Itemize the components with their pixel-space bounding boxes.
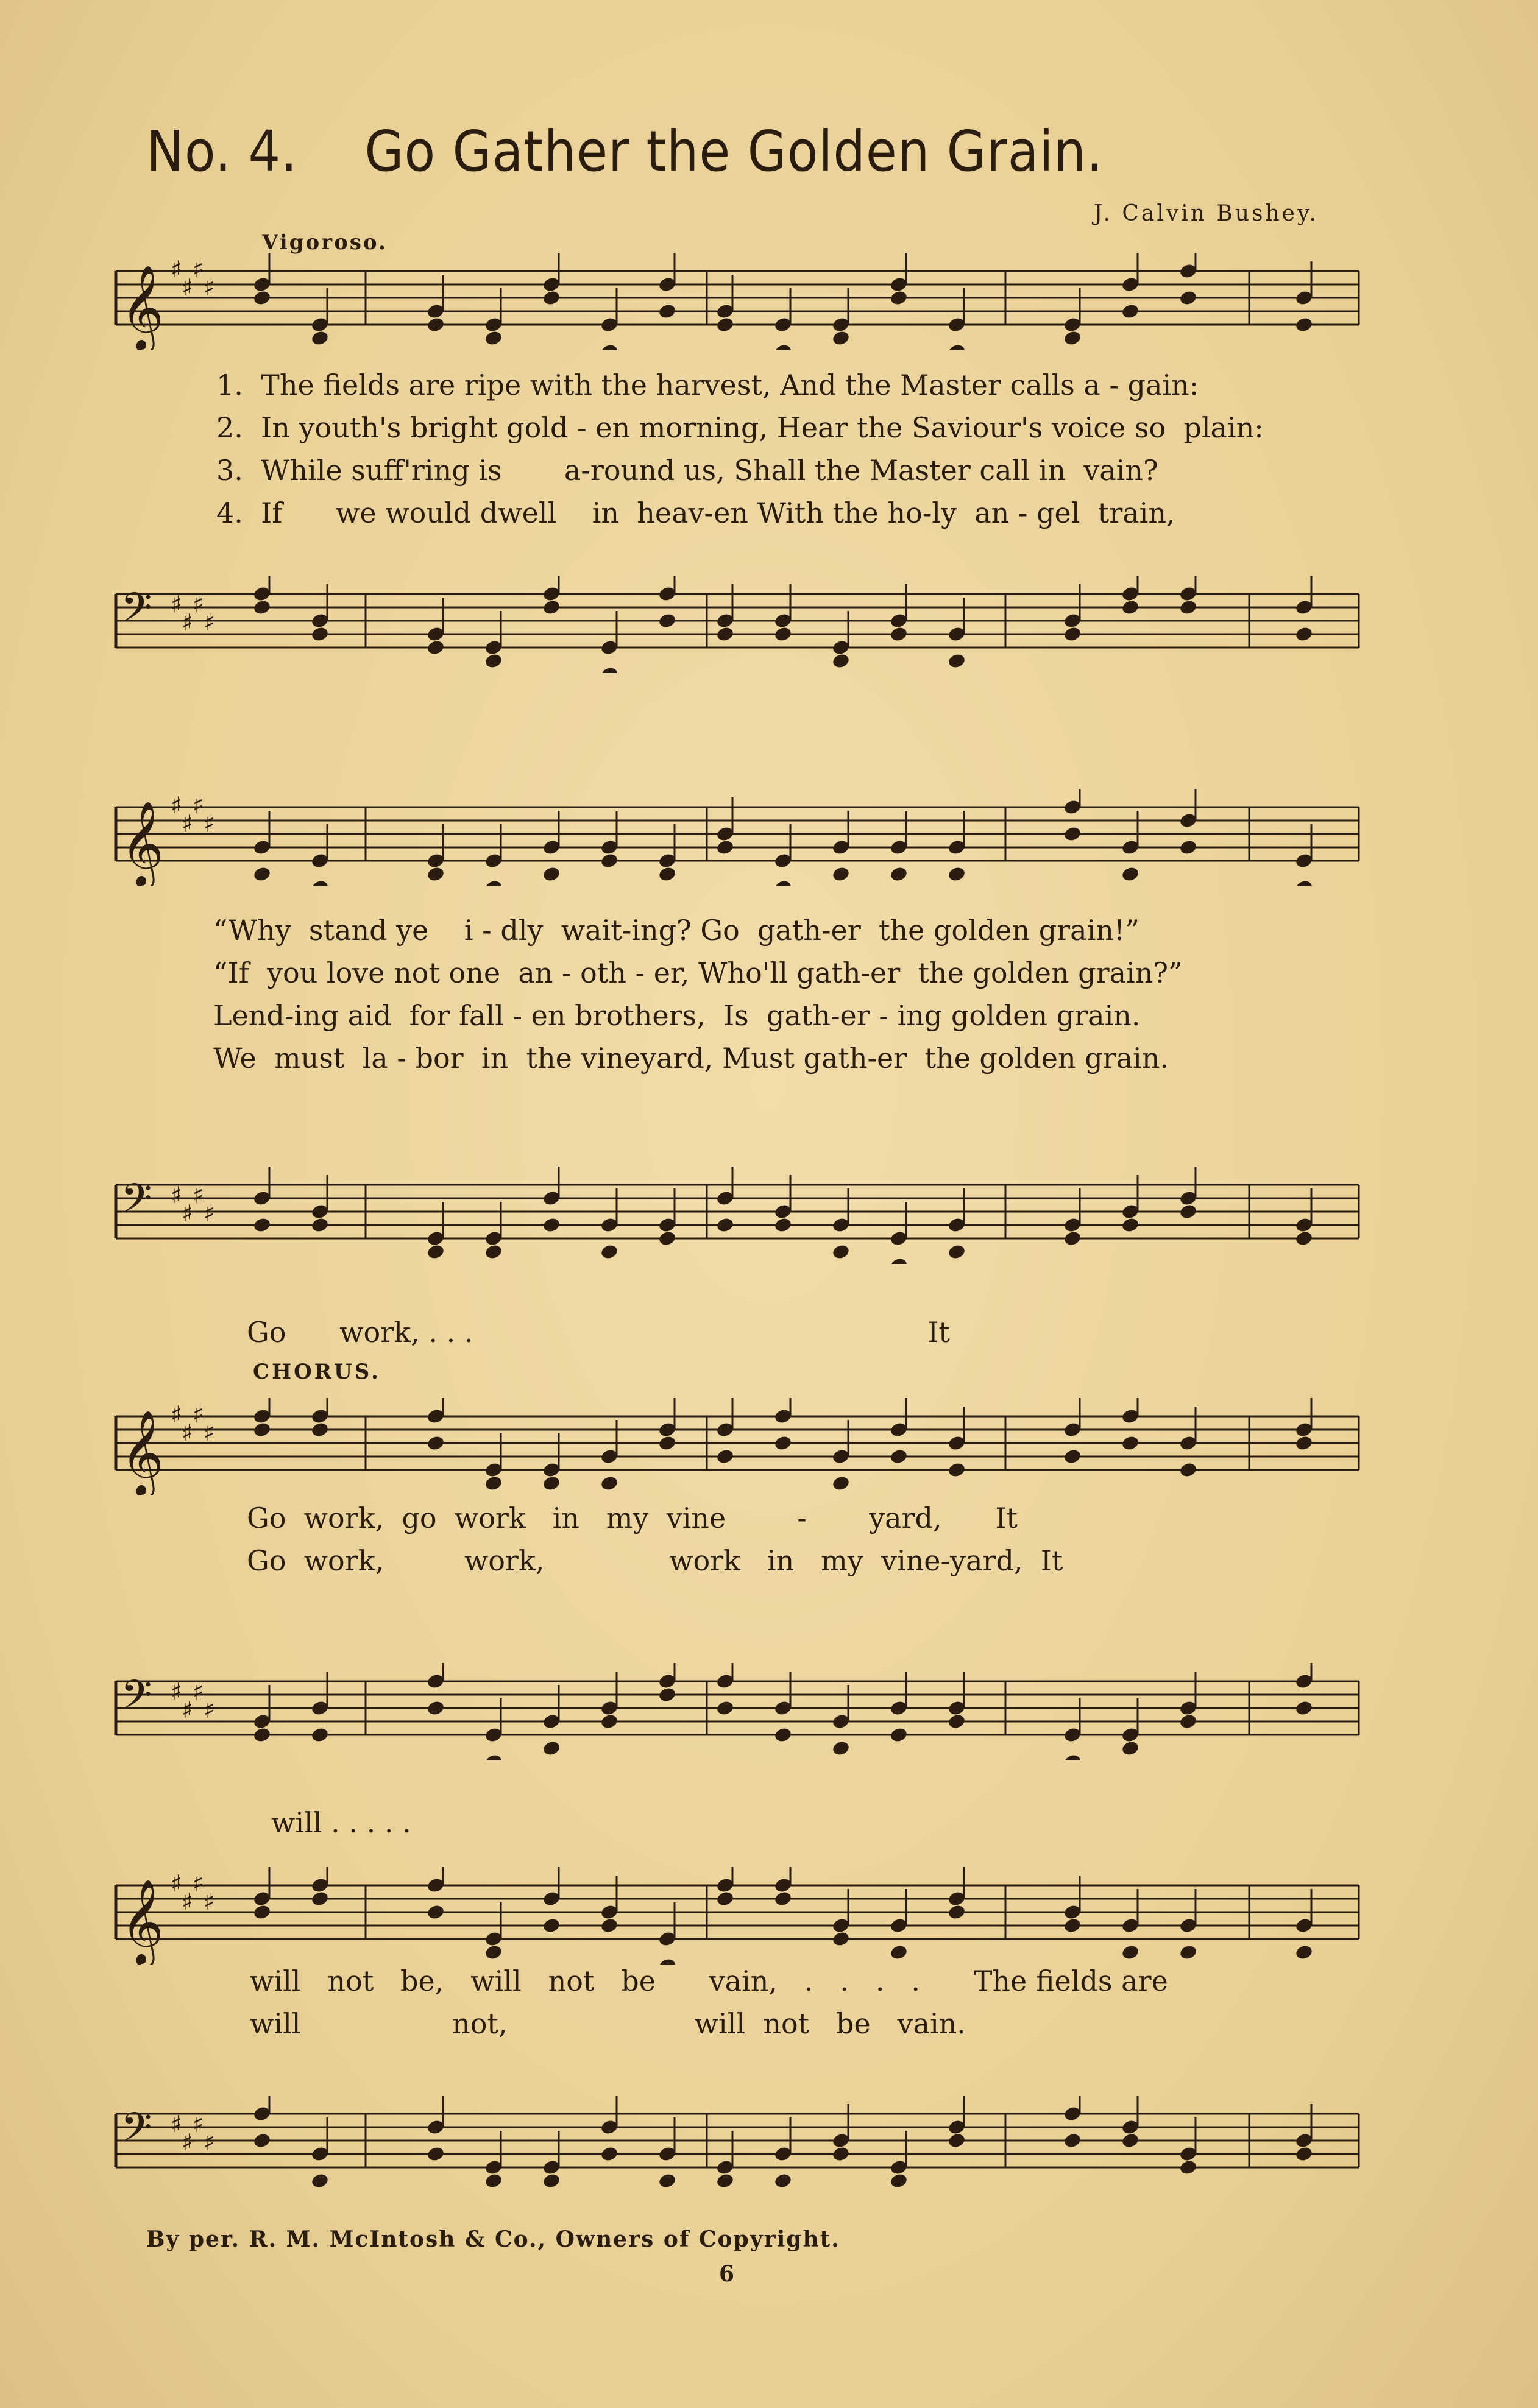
notehead (426, 1700, 445, 1717)
bass-clef-icon: 𝄢 (121, 584, 152, 641)
notehead (252, 289, 271, 306)
notehead (484, 879, 503, 886)
verse-2-line-2: “If you love not one an - oth - er, Who'll gath-er the golden grain?” (213, 956, 1183, 989)
notehead (600, 2145, 618, 2163)
bass-staff-system-1 (104, 576, 1371, 649)
bass-staff-system-2 (104, 1167, 1371, 1240)
notehead (484, 1243, 503, 1260)
notehead (1121, 2132, 1139, 2149)
notehead (889, 1448, 908, 1465)
notehead (1121, 866, 1139, 883)
notehead (947, 2132, 966, 2149)
notehead (1178, 599, 1197, 616)
notehead (947, 343, 966, 350)
notehead (310, 2172, 329, 2189)
notehead (1294, 1700, 1313, 1717)
chorus-upper-lyric-1: Go work, . . . It (247, 1316, 950, 1349)
sharp-icon: ♯ (204, 1888, 215, 1915)
bass-clef-icon: 𝄢 (121, 2104, 152, 2161)
notehead (542, 1740, 561, 1757)
notehead (542, 866, 561, 883)
notehead (484, 1475, 503, 1492)
notehead (600, 1713, 618, 1730)
notehead (484, 330, 503, 347)
notehead (715, 626, 734, 643)
sharp-icon: ♯ (193, 256, 204, 283)
notehead (1063, 825, 1082, 842)
sharp-icon: ♯ (193, 1678, 204, 1705)
sharp-icon: ♯ (171, 792, 182, 819)
notehead (1178, 289, 1197, 306)
notehead (542, 289, 561, 306)
notehead (1178, 2159, 1197, 2176)
notehead (831, 1740, 850, 1757)
treble-staff-system-2 (104, 789, 1371, 886)
verse-1-line-2: “Why stand ye i - dly wait-ing? Go gath-er the golden grain!” (213, 914, 1139, 947)
sharp-icon: ♯ (182, 274, 193, 301)
notehead (773, 879, 792, 886)
notehead (1063, 2132, 1082, 2149)
notehead (1063, 626, 1082, 643)
sharp-icon: ♯ (171, 256, 182, 283)
sharp-icon: ♯ (193, 2111, 204, 2138)
notehead (1063, 1917, 1082, 1934)
hymn-number: No. 4. (146, 119, 298, 184)
treble-clef-icon: 𝄞 (121, 265, 164, 350)
notehead (1121, 1435, 1139, 1452)
sharp-icon: ♯ (204, 1200, 215, 1227)
notehead (426, 1904, 445, 1921)
notehead (1121, 1944, 1139, 1961)
notehead (484, 2172, 503, 2189)
notehead (1294, 1230, 1313, 1247)
notehead (773, 2172, 792, 2189)
notehead (1121, 599, 1139, 616)
notehead (1178, 1944, 1197, 1961)
chorus-label: CHORUS. (253, 1360, 381, 1384)
notehead (600, 852, 618, 869)
notehead (1063, 1448, 1082, 1465)
chorus-2-line-2: will not, will not be vain. (250, 2007, 966, 2040)
notehead (715, 2172, 734, 2189)
verse-4-line-2: We must la - bor in the vineyard, Must gath-er the golden grain. (213, 1042, 1169, 1075)
notehead (831, 652, 850, 669)
notehead (542, 1917, 561, 1934)
notehead (947, 866, 966, 883)
notehead (542, 599, 561, 616)
notehead (715, 1700, 734, 1717)
notehead (310, 1216, 329, 1234)
bass-staff-system-3 (104, 1663, 1371, 1736)
page-number: 6 (719, 2261, 735, 2287)
sharp-icon: ♯ (182, 609, 193, 636)
sharp-icon: ♯ (182, 810, 193, 837)
notehead (889, 866, 908, 883)
notehead (773, 1726, 792, 1743)
tempo-marking: Vigoroso. (262, 230, 388, 255)
treble-staff-system-4 (104, 1867, 1371, 1964)
notehead (542, 2172, 561, 2189)
notehead (1121, 1740, 1139, 1757)
notehead (773, 1890, 792, 1907)
notehead (600, 1475, 618, 1492)
notehead (426, 1435, 445, 1452)
notehead (600, 1917, 618, 1934)
notehead (310, 1726, 329, 1743)
sharp-icon: ♯ (182, 1697, 193, 1723)
notehead (947, 1461, 966, 1478)
notehead (947, 1904, 966, 1921)
notehead (310, 879, 329, 886)
notehead (889, 2172, 908, 2189)
notehead (1294, 1944, 1313, 1961)
notehead (426, 639, 445, 656)
notehead (1178, 1461, 1197, 1478)
notehead (252, 1904, 271, 1921)
treble-clef-icon: 𝄞 (121, 801, 164, 886)
bass-clef-icon: 𝄢 (121, 1175, 152, 1232)
notehead (426, 2145, 445, 2163)
notehead (715, 316, 734, 333)
notehead (1121, 1216, 1139, 1234)
notehead (600, 1243, 618, 1260)
notehead (889, 1257, 908, 1264)
sharp-icon: ♯ (204, 609, 215, 636)
sharp-icon: ♯ (182, 1888, 193, 1915)
sharp-icon: ♯ (171, 1678, 182, 1705)
notehead (773, 1216, 792, 1234)
notehead (715, 839, 734, 856)
notehead (310, 330, 329, 347)
notehead (1063, 330, 1082, 347)
treble-staff-system-3 (104, 1398, 1371, 1495)
notehead (1294, 2145, 1313, 2163)
notehead (657, 1957, 676, 1965)
notehead (773, 343, 792, 350)
sharp-icon: ♯ (204, 1697, 215, 1723)
sharp-icon: ♯ (193, 1182, 204, 1209)
notehead (657, 2172, 676, 2189)
notehead (947, 1713, 966, 1730)
notehead (600, 343, 618, 350)
verse-3-line-2: Lend-ing aid for fall - en brothers, Is gath-er - ing golden grain. (213, 999, 1141, 1032)
copyright-footer: By per. R. M. McIntosh & Co., Owners of Copyright. (146, 2226, 840, 2252)
notehead (657, 303, 676, 320)
notehead (1063, 1753, 1082, 1760)
notehead (484, 1753, 503, 1760)
chorus-upper-lyric-2: will . . . . . (271, 1806, 411, 1839)
notehead (310, 1421, 329, 1438)
sharp-icon: ♯ (171, 1182, 182, 1209)
notehead (947, 1243, 966, 1260)
notehead (252, 1421, 271, 1438)
chorus-2-line-1: will not be, will not be vain, . . . . The fields are (250, 1965, 1168, 1997)
notehead (1294, 879, 1313, 886)
chorus-1-line-1: Go work, go work in my vine - yard, It (247, 1502, 1018, 1534)
sharp-icon: ♯ (204, 1419, 215, 1446)
notehead (657, 612, 676, 629)
notehead (484, 652, 503, 669)
hymn-title-text: Go Gather the Golden Grain. (364, 119, 1104, 184)
notehead (1063, 1230, 1082, 1247)
sharp-icon: ♯ (193, 1401, 204, 1428)
notehead (657, 1686, 676, 1703)
notehead (252, 599, 271, 616)
notehead (889, 1726, 908, 1743)
notehead (889, 289, 908, 306)
notehead (831, 1475, 850, 1492)
notehead (252, 1726, 271, 1743)
notehead (831, 866, 850, 883)
notehead (1294, 316, 1313, 333)
notehead (831, 330, 850, 347)
sharp-icon: ♯ (171, 1401, 182, 1428)
verse-3-line-1: 3. While suff'ring is a-round us, Shall the Master call in vain? (216, 454, 1158, 487)
sharp-icon: ♯ (182, 1419, 193, 1446)
sharp-icon: ♯ (204, 810, 215, 837)
sharp-icon: ♯ (193, 591, 204, 618)
notehead (715, 1890, 734, 1907)
notehead (773, 1435, 792, 1452)
bass-clef-icon: 𝄢 (121, 1672, 152, 1728)
notehead (657, 1230, 676, 1247)
sharp-icon: ♯ (193, 792, 204, 819)
hymn-title (146, 119, 1103, 184)
bass-staff-system-4 (104, 2096, 1371, 2169)
notehead (1121, 303, 1139, 320)
sharp-icon: ♯ (171, 591, 182, 618)
sharp-icon: ♯ (204, 2129, 215, 2156)
notehead (426, 866, 445, 883)
treble-clef-icon: 𝄞 (121, 1879, 164, 1964)
sharp-icon: ♯ (204, 274, 215, 301)
notehead (1178, 1713, 1197, 1730)
notehead (831, 1930, 850, 1947)
notehead (831, 2145, 850, 2163)
notehead (773, 626, 792, 643)
notehead (426, 1243, 445, 1260)
notehead (484, 1944, 503, 1961)
sharp-icon: ♯ (182, 2129, 193, 2156)
notehead (1178, 839, 1197, 856)
notehead (1294, 1435, 1313, 1452)
sharp-icon: ♯ (171, 2111, 182, 2138)
notehead (310, 626, 329, 643)
sharp-icon: ♯ (193, 1870, 204, 1897)
notehead (889, 626, 908, 643)
notehead (657, 866, 676, 883)
chorus-1-line-2: Go work, work, work in my vine-yard, It (247, 1544, 1063, 1577)
sharp-icon: ♯ (171, 1870, 182, 1897)
sharp-icon: ♯ (182, 1200, 193, 1227)
treble-staff-system-1 (104, 253, 1371, 350)
notehead (715, 1448, 734, 1465)
notehead (542, 1216, 561, 1234)
notehead (657, 1435, 676, 1452)
notehead (1178, 1203, 1197, 1220)
notehead (831, 1243, 850, 1260)
verse-2-line-1: 2. In youth's bright gold - en morning, Hear the Saviour's voice so plain: (216, 411, 1264, 444)
notehead (252, 866, 271, 883)
notehead (542, 1475, 561, 1492)
notehead (715, 1216, 734, 1234)
notehead (1294, 626, 1313, 643)
notehead (310, 1890, 329, 1907)
notehead (947, 652, 966, 669)
notehead (252, 1216, 271, 1234)
notehead (600, 666, 618, 673)
notehead (252, 2132, 271, 2149)
notehead (426, 316, 445, 333)
verse-1-line-1: 1. The fields are ripe with the harvest, And the Master calls a - gain: (216, 369, 1199, 401)
notehead (889, 1944, 908, 1961)
composer-credit: J. Calvin Bushey. (1093, 201, 1319, 226)
treble-clef-icon: 𝄞 (121, 1410, 164, 1495)
verse-4-line-1: 4. If we would dwell in heav-en With the ho-ly an - gel train, (216, 496, 1175, 529)
